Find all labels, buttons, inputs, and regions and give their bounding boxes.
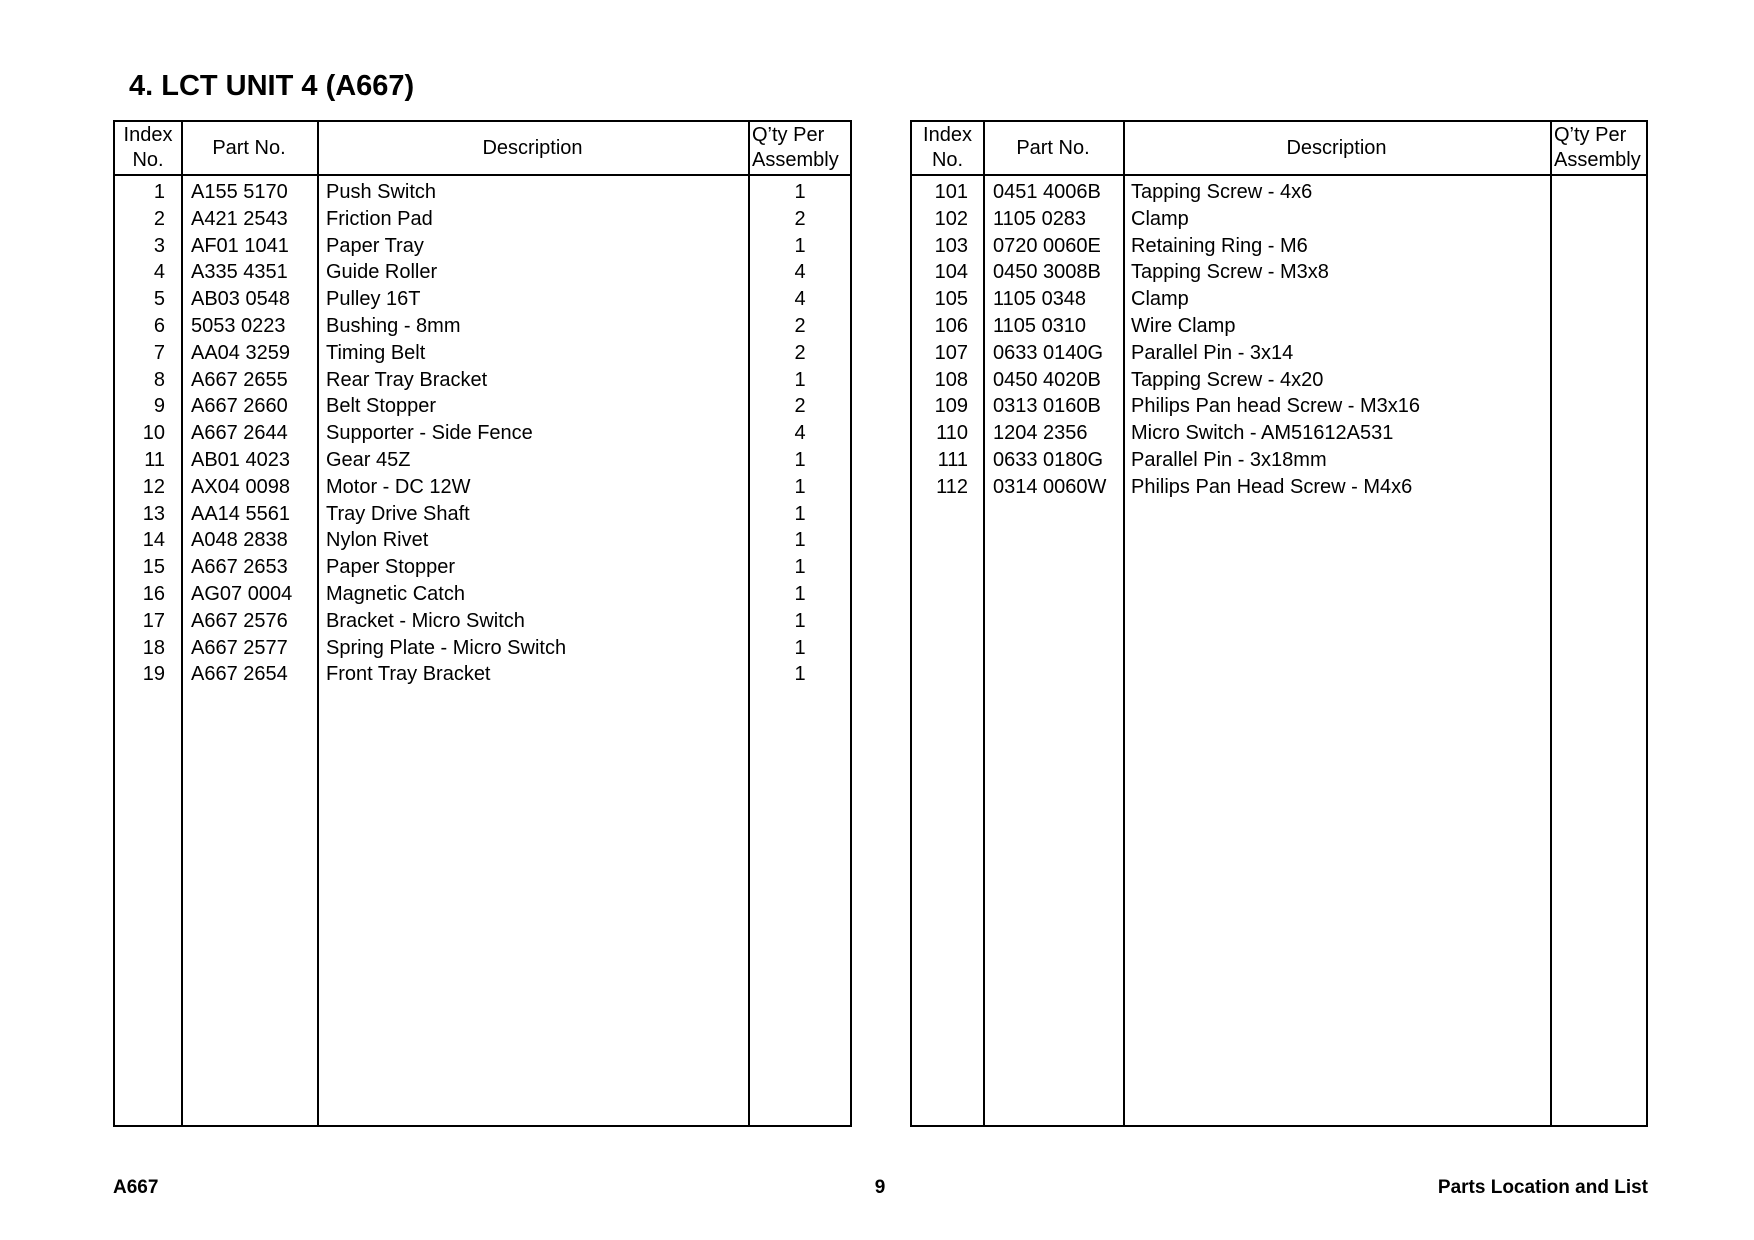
cell-part-no: 0313 0160B — [993, 395, 1101, 418]
cell-index: 106 — [934, 314, 968, 337]
cell-part-no: AF01 1041 — [191, 234, 289, 257]
cell-part-no: A667 2577 — [191, 636, 288, 659]
table-row — [115, 527, 850, 554]
cell-part-no: A335 4351 — [191, 261, 288, 284]
right-rows — [912, 179, 1646, 501]
cell-qty: 1 — [794, 556, 806, 579]
header-index-line1: Index — [923, 124, 972, 146]
table-row — [115, 340, 850, 367]
cell-description: Timing Belt — [326, 341, 426, 364]
header-qty — [748, 122, 852, 174]
parts-table-right — [910, 120, 1648, 1127]
cell-index: 112 — [936, 475, 968, 498]
header-part-no-label: Part No. — [1016, 136, 1090, 159]
header-index — [115, 122, 181, 174]
cell-qty: 2 — [794, 341, 806, 364]
header-description — [317, 122, 748, 174]
cell-part-no: 0633 0140G — [993, 341, 1104, 364]
table-row — [115, 286, 850, 313]
cell-description: Gear 45Z — [326, 448, 411, 471]
cell-description: Philips Pan Head Screw - M4x6 — [1131, 475, 1413, 498]
cell-qty: 1 — [794, 663, 806, 686]
cell-description: Supporter - Side Fence — [326, 422, 533, 445]
table-row — [912, 179, 1646, 206]
header-part-no — [181, 122, 317, 174]
parts-table-left — [113, 120, 852, 1127]
table-row — [115, 581, 850, 608]
cell-qty: 1 — [794, 475, 806, 498]
cell-description: Friction Pad — [326, 207, 433, 230]
cell-description: Belt Stopper — [326, 395, 437, 418]
cell-qty: 1 — [794, 234, 806, 257]
cell-index: 10 — [142, 422, 165, 445]
footer-page-number: 9 — [874, 1177, 886, 1198]
cell-index: 19 — [142, 663, 165, 686]
cell-index: 104 — [934, 261, 968, 284]
cell-qty: 4 — [794, 422, 806, 445]
header-qty-line2: Assembly — [1554, 149, 1641, 171]
table-row — [115, 661, 850, 688]
cell-description: Spring Plate - Micro Switch — [326, 636, 567, 659]
cell-part-no: A667 2655 — [191, 368, 288, 391]
cell-index: 108 — [934, 368, 968, 391]
header-index-line2: No. — [931, 149, 964, 171]
cell-qty: 1 — [794, 609, 806, 632]
cell-part-no: A667 2660 — [191, 395, 288, 418]
cell-description: Wire Clamp — [1131, 314, 1236, 337]
header-index — [912, 122, 983, 174]
cell-part-no: AB03 0548 — [191, 288, 290, 311]
table-row — [912, 259, 1646, 286]
cell-index: 9 — [153, 395, 165, 418]
footer-model: A667 — [113, 1177, 159, 1198]
header-description-label: Description — [482, 136, 583, 159]
cell-index: 111 — [937, 448, 968, 471]
cell-description: Pulley 16T — [326, 288, 421, 311]
header-description — [1123, 122, 1550, 174]
cell-description: Clamp — [1131, 207, 1189, 230]
header-divider — [912, 174, 1646, 176]
cell-index: 105 — [934, 288, 968, 311]
cell-part-no: AB01 4023 — [191, 448, 290, 471]
cell-qty: 1 — [794, 181, 806, 203]
table-row — [115, 313, 850, 340]
cell-description: Front Tray Bracket — [326, 663, 491, 686]
cell-description: Parallel Pin - 3x14 — [1131, 341, 1294, 364]
header-qty — [1550, 122, 1648, 174]
table-row — [115, 179, 850, 206]
cell-index: 17 — [142, 609, 165, 632]
cell-part-no: 0450 3008B — [993, 261, 1101, 284]
cell-qty: 1 — [794, 368, 806, 391]
cell-qty: 4 — [794, 261, 806, 284]
cell-qty: 1 — [794, 448, 806, 471]
cell-part-no: 1105 0283 — [993, 207, 1087, 230]
cell-index: 12 — [142, 475, 165, 498]
cell-description: Tapping Screw - 4x6 — [1131, 181, 1313, 203]
table-row — [912, 233, 1646, 260]
cell-index: 14 — [142, 529, 165, 552]
cell-index: 107 — [934, 341, 968, 364]
cell-part-no: AG07 0004 — [191, 582, 293, 605]
cell-part-no: A667 2576 — [191, 609, 288, 632]
cell-index: 18 — [142, 636, 165, 659]
table-row — [115, 420, 850, 447]
cell-index: 4 — [153, 261, 165, 284]
table-row — [912, 367, 1646, 394]
table-row — [115, 259, 850, 286]
cell-part-no: 5053 0223 — [191, 314, 286, 337]
cell-part-no: 1204 2356 — [993, 422, 1088, 445]
cell-part-no: A421 2543 — [191, 207, 288, 230]
cell-description: Paper Tray — [326, 234, 424, 257]
cell-description: Bushing - 8mm — [326, 314, 461, 337]
table-row — [912, 313, 1646, 340]
cell-index: 103 — [934, 234, 968, 257]
cell-index: 102 — [934, 207, 968, 230]
cell-qty: 2 — [794, 207, 806, 230]
cell-index: 1 — [153, 181, 165, 203]
cell-description: Clamp — [1131, 288, 1189, 311]
cell-part-no: AA14 5561 — [191, 502, 290, 525]
page-title: 4. LCT UNIT 4 (A667) — [129, 70, 415, 102]
cell-description: Push Switch — [326, 181, 437, 203]
cell-qty: 2 — [794, 314, 806, 337]
table-row — [115, 367, 850, 394]
header-divider — [115, 174, 850, 176]
cell-description: Tray Drive Shaft — [326, 502, 470, 525]
header-part-no — [983, 122, 1123, 174]
cell-description: Bracket - Micro Switch — [326, 609, 525, 632]
table-row — [912, 420, 1646, 447]
table-row — [912, 393, 1646, 420]
header-description-label: Description — [1286, 136, 1387, 159]
cell-part-no: 0633 0180G — [993, 448, 1104, 471]
header-index-line2: No. — [132, 149, 164, 171]
header-qty-line1: Q’ty Per — [752, 124, 825, 146]
table-row — [912, 340, 1646, 367]
cell-description: Rear Tray Bracket — [326, 368, 488, 391]
cell-part-no: A667 2644 — [191, 422, 288, 445]
cell-index: 8 — [153, 368, 165, 391]
cell-description: Motor - DC 12W — [326, 475, 471, 498]
cell-part-no: A667 2654 — [191, 663, 288, 686]
cell-part-no: 0450 4020B — [993, 368, 1101, 391]
table-row — [115, 474, 850, 501]
cell-index: 5 — [153, 288, 165, 311]
cell-description: Micro Switch - AM51612A531 — [1131, 422, 1394, 445]
table-row — [115, 635, 850, 662]
cell-part-no: 1105 0310 — [993, 314, 1087, 337]
cell-qty: 1 — [794, 582, 806, 605]
cell-part-no: A667 2653 — [191, 556, 288, 579]
table-row — [115, 393, 850, 420]
cell-description: Parallel Pin - 3x18mm — [1131, 448, 1327, 471]
cell-part-no: A155 5170 — [191, 181, 288, 203]
header-qty-line2: Assembly — [752, 149, 839, 171]
table-row — [912, 206, 1646, 233]
cell-index: 2 — [153, 207, 165, 230]
table-row — [115, 501, 850, 528]
left-rows — [115, 179, 850, 688]
cell-part-no: 0720 0060E — [993, 234, 1101, 257]
cell-description: Philips Pan head Screw - M3x16 — [1131, 395, 1421, 418]
header-index-line1: Index — [123, 124, 173, 146]
cell-index: 16 — [142, 582, 165, 605]
cell-description: Nylon Rivet — [326, 529, 429, 552]
footer-section: Parts Location and List — [1437, 1177, 1648, 1198]
cell-description: Tapping Screw - 4x20 — [1131, 368, 1324, 391]
cell-description: Tapping Screw - M3x8 — [1131, 261, 1329, 284]
cell-qty: 1 — [794, 636, 806, 659]
cell-index: 13 — [142, 502, 165, 525]
table-row — [115, 554, 850, 581]
cell-index: 7 — [153, 341, 165, 364]
cell-qty: 1 — [794, 502, 806, 525]
table-row — [115, 233, 850, 260]
table-row — [912, 286, 1646, 313]
cell-part-no: 0451 4006B — [993, 181, 1101, 203]
cell-description: Paper Stopper — [326, 556, 455, 579]
cell-part-no: 1105 0348 — [993, 288, 1087, 311]
cell-index: 109 — [934, 395, 968, 418]
header-qty-line1: Q’ty Per — [1554, 124, 1627, 146]
cell-index: 11 — [144, 448, 165, 471]
table-row — [115, 447, 850, 474]
cell-index: 15 — [142, 556, 165, 579]
table-row — [115, 608, 850, 635]
cell-qty: 4 — [794, 288, 806, 311]
cell-description: Retaining Ring - M6 — [1131, 234, 1308, 257]
cell-index: 6 — [153, 314, 165, 337]
table-row — [912, 447, 1646, 474]
cell-description: Guide Roller — [326, 261, 438, 284]
cell-index: 101 — [934, 181, 968, 203]
cell-index: 3 — [153, 234, 165, 257]
header-part-no-label: Part No. — [212, 136, 286, 159]
cell-part-no: A048 2838 — [191, 529, 288, 552]
cell-part-no: AA04 3259 — [191, 341, 290, 364]
table-row — [912, 474, 1646, 501]
table-row — [115, 206, 850, 233]
cell-description: Magnetic Catch — [326, 582, 465, 605]
cell-part-no: 0314 0060W — [993, 475, 1107, 498]
cell-qty: 1 — [794, 529, 806, 552]
cell-index: 110 — [936, 422, 968, 445]
cell-part-no: AX04 0098 — [191, 475, 290, 498]
cell-qty: 2 — [794, 395, 806, 418]
